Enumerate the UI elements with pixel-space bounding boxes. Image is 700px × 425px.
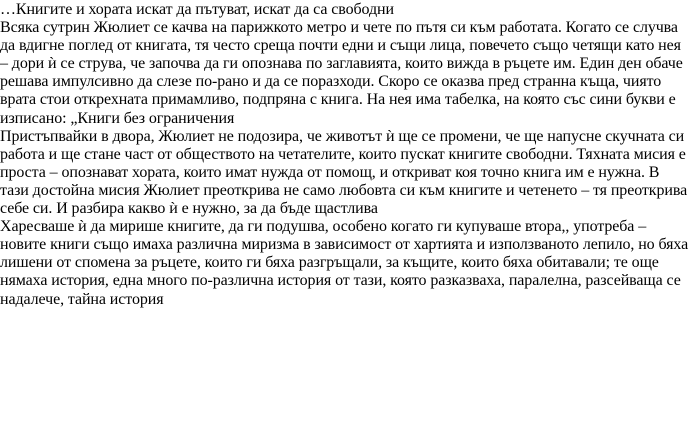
paragraph-3: Харесваше ѝ да мирише книгите, да ги подушва, особено когато ги купуваше втора,, употреба –новите книги също имаха различна миризма в зависимост от хартията и използваното лепило, но бяха лишени от спомена за ръцете, които ги бяха разгръщали, за къщите, които бяха обитавали; те още нямаха история, една много по-различна история от тази, която разказваха, паралелна, разсейваща се надалече, тайна история (0, 218, 689, 308)
document-title: …Книгите и хората искат да пътуват, искат да са свободни (0, 1, 394, 18)
paragraph-1: Всяка сутрин Жюлиет се качва на парижкото метро и чете по пътя си към работата. Когато се случва да вдигне поглед от книгата, тя често среща почти едни и същи лица, повечето също четящи като нея – дори ѝ се струва, че започва да ги опознава по заглавията, които вижда в ръцете им. Един ден обаче решава импулсивно да слезе по-рано и да се поразходи. Скоро се оказва пред странна къща, чиято врата стои открехната примамливо, подпряна с книга. На нея има табелка, на която със сини букви е изписано: „Книги без ограничения (0, 19, 683, 127)
paragraph-2: Пристъпвайки в двора, Жюлиет не подозира, че животът ѝ ще се промени, че ще напусне скучната си работа и ще стане част от обществото на четателите, които пускат книгите свободни. Тяхната мисия е проста – опознават хората, които имат нужда от помощ, и откриват коя точно книга им е нужна. В тази достойна мисия Жюлиет преоткрива не само любовта си към книгите и четенето – тя преоткрива себе си. И разбира какво ѝ е нужно, за да бъде щастлива (0, 127, 688, 218)
